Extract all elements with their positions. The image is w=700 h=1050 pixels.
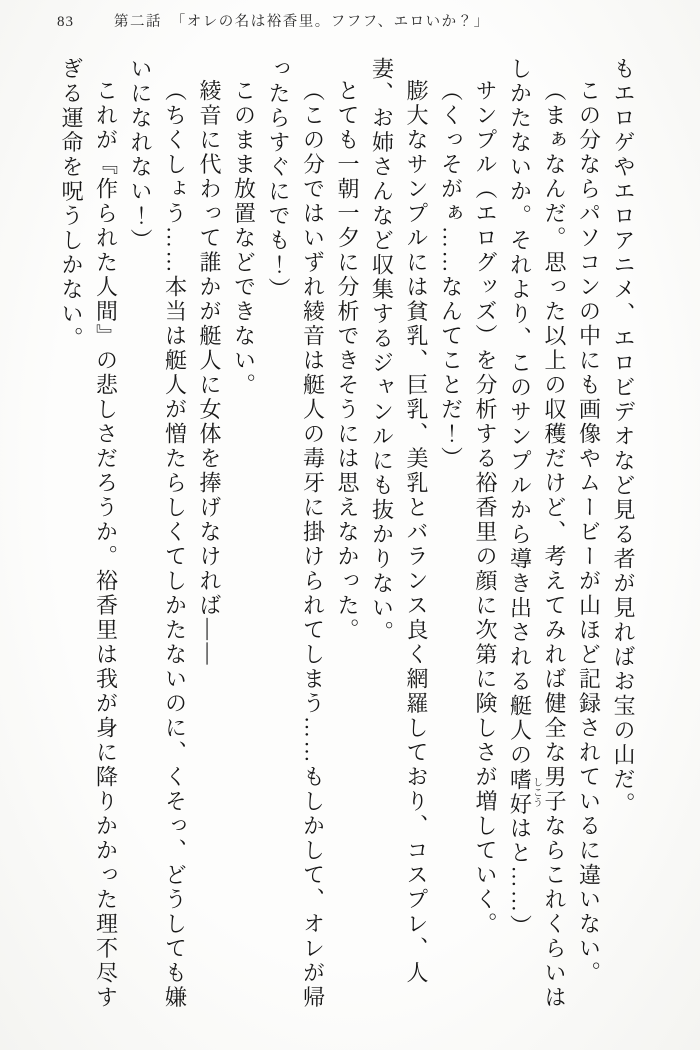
paragraph: 膨大なサンプルには貧乳、巨乳、美乳とバランス良く網羅しており、コスプレ、人妻、お姉さんなど収集するジャンルにも抜かりない。 [369, 57, 429, 986]
paragraph: （くっそがぁ……なんてことだ！） [438, 79, 464, 471]
paragraph: とても一朝一夕に分析できそうには思えなかった。 [335, 79, 360, 643]
paragraph: これが『作られた人間』の悲しさだろうか。裕香里は我が身に降りかかった理不尽すぎる運命を呪うしかない。 [59, 57, 119, 1010]
paragraph: 綾音に代わって誰かが艇人に女体を捧げなければ―― [197, 79, 222, 667]
paragraph: この分ならパソコンの中にも画像やムービーが山ほど記録されているに違いない。 [576, 79, 602, 986]
body-text [54, 57, 641, 1023]
paragraph: サンプル（エログッズ）を分析する裕香里の顔に次第に険しさが増していく。 [473, 79, 498, 937]
paragraph: もエロゲやエロアニメ、エロビデオなど見る者が見ればお宝の山だ。 [611, 57, 636, 817]
furigana-ruby: 嗜好しこう [507, 767, 542, 817]
page-number: 83 [57, 14, 74, 30]
paragraph: （まぁなんだ。思った以上の収穫だけど、考えてみれば健全な男子ならこれくらいはしかたないか。それより、このサンプルから導き出される艇人の嗜好しこうはと……） [507, 57, 567, 1010]
paragraph: このまま放置などできない。 [231, 79, 257, 398]
paragraph: （この分ではいずれ綾音は艇人の毒牙に掛けられてしまう……もしかして、オレが帰ったらすぐにでも！） [266, 57, 326, 1010]
paragraph: （ちくしょう……本当は艇人が憎たらしくてしかたないのに、くそっ、どうしても嫌いになれない！） [128, 57, 188, 1010]
chapter-title: 第二話 「オレの名は裕香里。フフフ、エロいか？」 [114, 14, 490, 30]
running-head [57, 10, 490, 31]
